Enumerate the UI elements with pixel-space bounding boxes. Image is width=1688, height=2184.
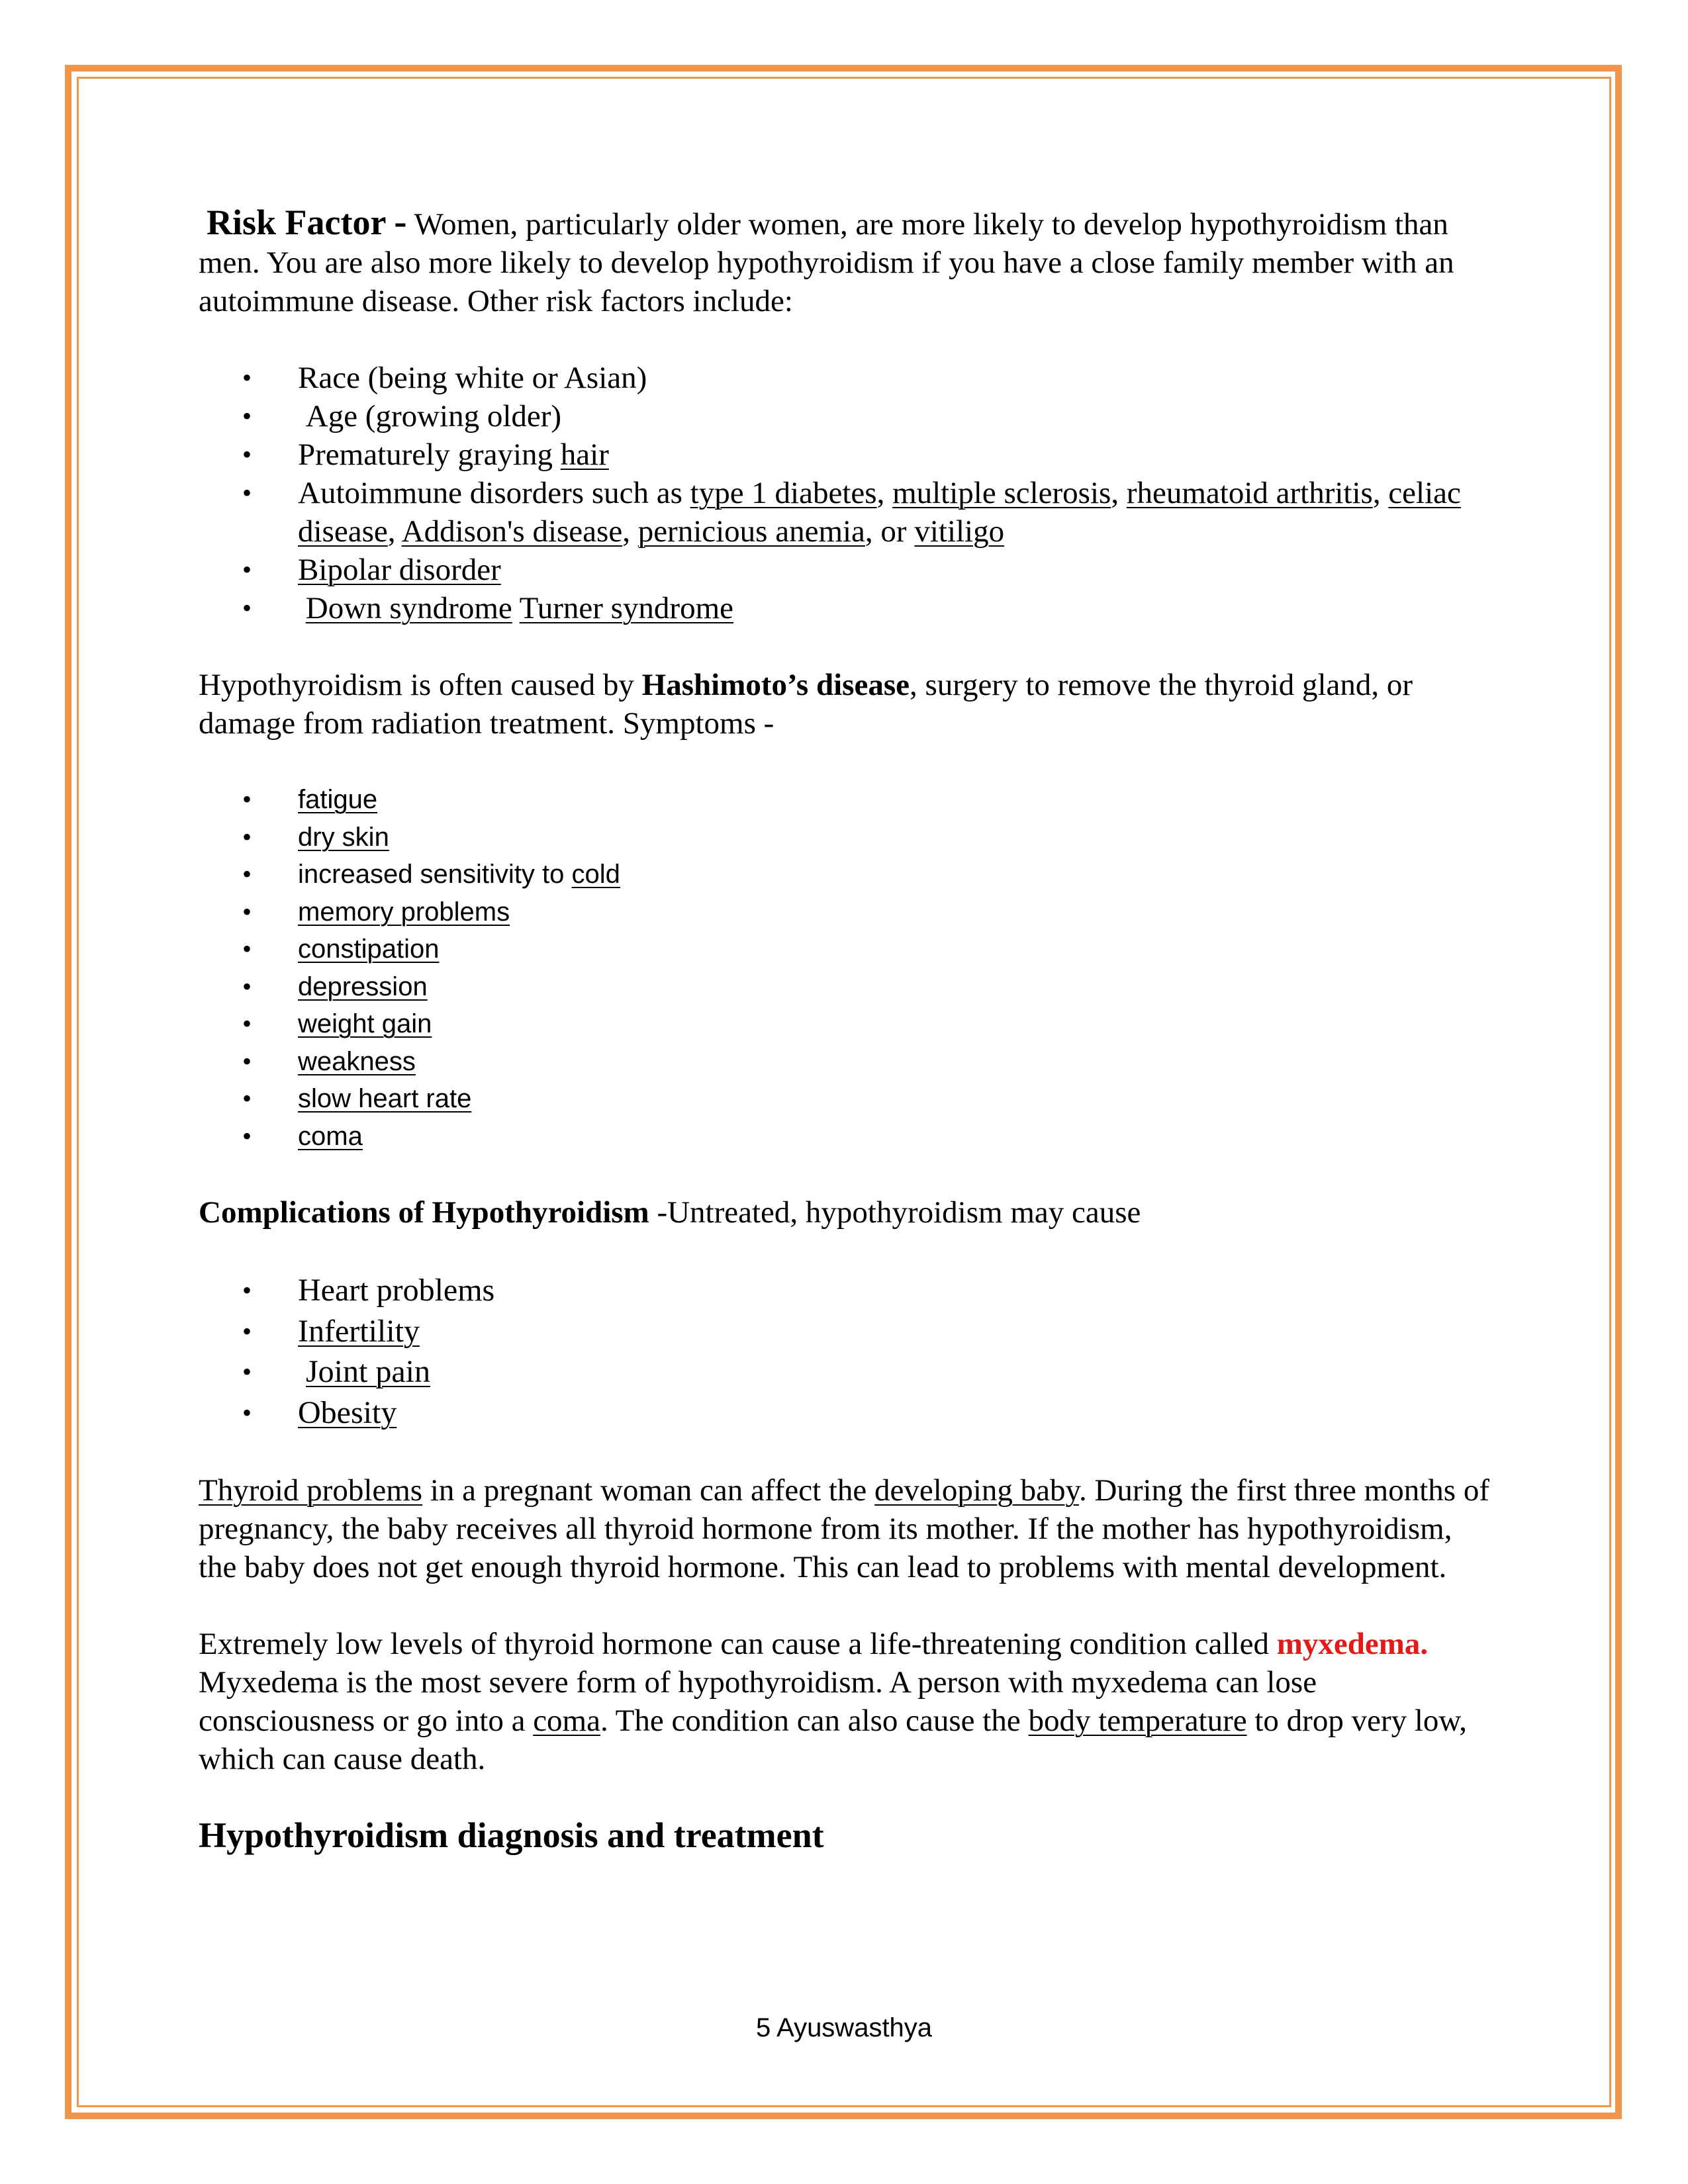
- link-memory-problems[interactable]: memory problems: [298, 897, 510, 927]
- bullet-icon: •: [242, 439, 252, 469]
- list-item: [199, 893, 1489, 931]
- complications-title: Complications of Hypothyroidism: [199, 1195, 649, 1230]
- list-item: [199, 1005, 1489, 1043]
- bullet-icon: •: [242, 859, 252, 889]
- list-item-text: increased sensitivity to: [298, 860, 565, 889]
- link-hair[interactable]: hair: [560, 437, 609, 472]
- bullet-icon: •: [242, 1316, 252, 1346]
- list-item-text: Race (being white or Asian): [298, 361, 647, 395]
- link-depression[interactable]: depression: [298, 972, 428, 1001]
- bullet-icon: •: [242, 363, 252, 392]
- risk-factor-dash: -: [394, 200, 407, 243]
- risk-factor-list: [199, 359, 1489, 627]
- list-item: [199, 1270, 1489, 1311]
- link-multiple-sclerosis[interactable]: multiple sclerosis: [892, 476, 1111, 510]
- bullet-icon: •: [242, 784, 252, 814]
- causes-text: , surgery to remove the thyroid gland, or damage from radiation treatment. Symptoms -: [199, 668, 1413, 741]
- link-coma[interactable]: coma: [298, 1121, 363, 1151]
- risk-factor-title: Risk Factor: [207, 203, 387, 242]
- list-item: [199, 551, 1489, 589]
- complications-paragraph: [199, 1193, 1489, 1232]
- list-item-text: Autoimmune disorders such as: [298, 476, 682, 510]
- bullet-icon: •: [242, 1397, 252, 1428]
- pregnancy-paragraph: [199, 1471, 1489, 1586]
- list-item: [199, 397, 1489, 435]
- myxedema-text: . The condition can also cause the: [600, 1704, 1021, 1738]
- pregnancy-text: . During the first three months of pregnancy, the baby receives all thyroid hormone from its mother. If the mother has hypothyroidism, the baby does not get enough thyroid hormone. This can lead to problems with mental development.: [199, 1473, 1489, 1584]
- bullet-icon: •: [242, 1046, 252, 1076]
- myxedema-text: Myxedema is the most severe form of hypothyroidism. A person with myxedema can lose consciousness or go into a: [199, 1665, 1317, 1738]
- symptoms-list: [199, 781, 1489, 1155]
- link-dry-skin[interactable]: dry skin: [298, 822, 389, 852]
- list-item: [199, 1311, 1489, 1352]
- list-item: [199, 856, 1489, 893]
- list-item: [199, 819, 1489, 856]
- bullet-icon: •: [242, 1120, 252, 1151]
- list-item: [199, 1392, 1489, 1433]
- risk-factor-text: Women, particularly older women, are more likely to develop hypothyroidism than men. You are also more likely to develop hypothyroidism if you have a close family member with an autoimmune disease. Other risk factors include:: [199, 207, 1454, 318]
- myxedema-text: to drop very low, which can cause death.: [199, 1704, 1468, 1776]
- list-item: [199, 1351, 1489, 1392]
- link-obesity[interactable]: Obesity: [298, 1394, 397, 1430]
- bullet-icon: •: [242, 896, 252, 927]
- bullet-icon: •: [242, 593, 252, 623]
- link-weight-gain[interactable]: weight gain: [298, 1009, 432, 1038]
- list-item: [199, 435, 1489, 474]
- list-item: [199, 1043, 1489, 1081]
- link-cold[interactable]: cold: [571, 860, 620, 889]
- link-addisons-disease[interactable]: Addison's disease: [401, 514, 623, 549]
- list-item-text: Prematurely graying: [298, 437, 553, 472]
- link-bipolar-disorder[interactable]: Bipolar disorder: [298, 553, 501, 587]
- list-item: [199, 931, 1489, 968]
- list-item: [199, 781, 1489, 819]
- bullet-icon: •: [242, 478, 252, 508]
- section-heading: Hypothyroidism diagnosis and treatment: [199, 1815, 824, 1855]
- risk-factor-paragraph: [199, 200, 1489, 320]
- list-item-text: Heart problems: [298, 1273, 495, 1308]
- link-slow-heart-rate[interactable]: slow heart rate: [298, 1084, 472, 1113]
- myxedema-paragraph: [199, 1625, 1489, 1778]
- link-pernicious-anemia[interactable]: pernicious anemia: [637, 514, 865, 549]
- bullet-icon: •: [242, 1357, 252, 1387]
- myxedema-term: myxedema.: [1276, 1627, 1429, 1661]
- myxedema-text: Extremely low levels of thyroid hormone can cause a life-threatening condition called: [199, 1627, 1270, 1661]
- link-coma[interactable]: coma: [533, 1704, 600, 1738]
- bullet-icon: •: [242, 401, 252, 431]
- list-item-text: Age (growing older): [305, 399, 562, 433]
- bullet-icon: •: [242, 1275, 252, 1305]
- list-item: [199, 589, 1489, 627]
- bullet-icon: •: [242, 1083, 252, 1113]
- link-developing-baby[interactable]: developing baby: [874, 1473, 1079, 1508]
- link-constipation[interactable]: constipation: [298, 934, 440, 964]
- link-vitiligo[interactable]: vitiligo: [914, 514, 1005, 549]
- bullet-icon: •: [242, 555, 252, 584]
- link-down-syndrome[interactable]: Down syndrome: [305, 591, 512, 625]
- link-turner-syndrome[interactable]: Turner syndrome: [519, 591, 733, 625]
- link-body-temperature[interactable]: body temperature: [1028, 1704, 1247, 1738]
- link-celiac-disease[interactable]: celiac disease: [298, 476, 1461, 549]
- page-footer: 5 Ayuswasthya: [755, 2013, 933, 2042]
- list-item-text: or: [880, 514, 907, 549]
- list-item: • Autoimmune disorders such as type 1 diabetes, multiple sclerosis, rheumatoid arthritis, celiac disease, Addison's disease, pernicious anemia, or vitiligo: [199, 474, 1489, 551]
- link-type-1-diabetes[interactable]: type 1 diabetes: [690, 476, 877, 510]
- bullet-icon: •: [242, 821, 252, 852]
- list-item: [199, 968, 1489, 1006]
- link-fatigue[interactable]: fatigue: [298, 785, 378, 814]
- bullet-icon: •: [242, 934, 252, 964]
- list-item: [199, 1080, 1489, 1118]
- link-infertility[interactable]: Infertility: [298, 1313, 420, 1349]
- causes-paragraph: [199, 666, 1489, 743]
- list-item: [199, 1118, 1489, 1156]
- link-rheumatoid-arthritis[interactable]: rheumatoid arthritis: [1126, 476, 1373, 510]
- complications-list: [199, 1270, 1489, 1433]
- link-joint-pain[interactable]: Joint pain: [306, 1354, 430, 1389]
- pregnancy-text: in a pregnant woman can affect the: [430, 1473, 867, 1508]
- bullet-icon: •: [242, 971, 252, 1001]
- link-weakness[interactable]: weakness: [298, 1046, 416, 1076]
- list-item: [199, 359, 1489, 397]
- hashimoto-term: Hashimoto’s disease: [641, 668, 910, 702]
- link-thyroid-problems[interactable]: Thyroid problems: [199, 1473, 423, 1508]
- bullet-icon: •: [242, 1009, 252, 1038]
- document-body: [199, 200, 1489, 1855]
- complications-text: -Untreated, hypothyroidism may cause: [657, 1195, 1141, 1230]
- causes-text: Hypothyroidism is often caused by: [199, 668, 634, 702]
